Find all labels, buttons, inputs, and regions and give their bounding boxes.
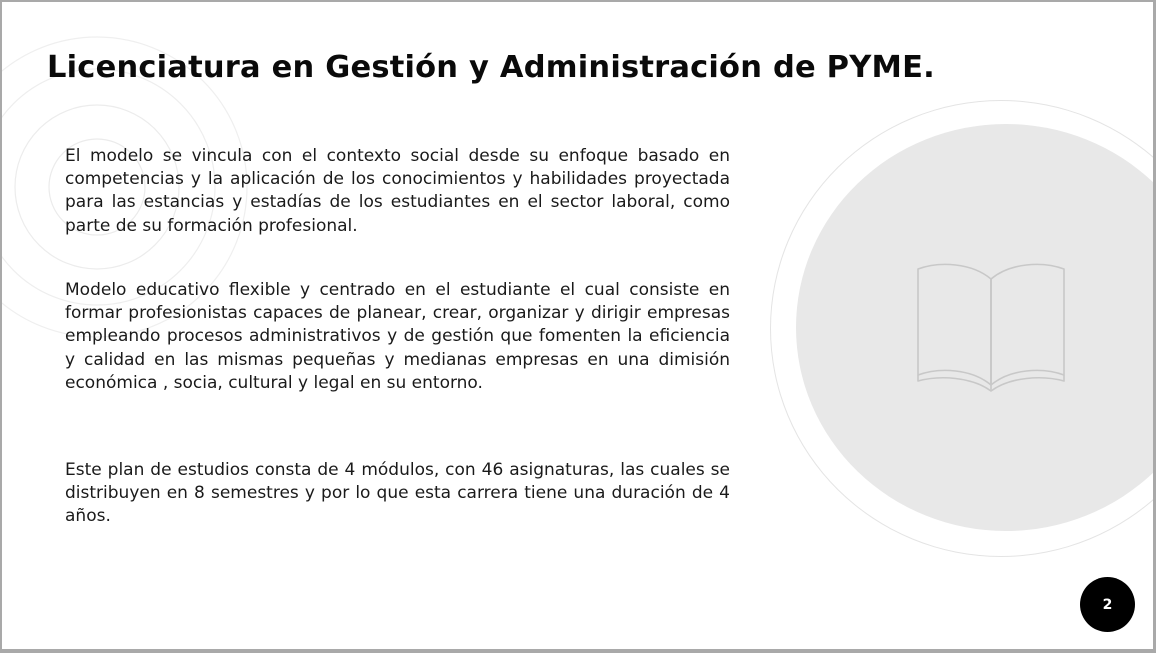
- slide-title: Licenciatura en Gestión y Administración de PYME.: [47, 50, 935, 85]
- paragraph-plan-estudios: Este plan de estudios consta de 4 módulos, con 46 asignaturas, las cuales se distribuyen en 8 semestres y por lo que esta carrera tiene una duración de 4 años.: [65, 460, 730, 527]
- page-number-badge: 2: [1080, 577, 1135, 632]
- paragraph-vinculacion: El modelo se vincula con el contexto social desde su enfoque basado en competencias y la aplicación de los conocimientos y habilidades proyectada para las estancias y estadías de los estudiantes en el sector laboral, como parte de su formación profesional.: [65, 146, 730, 236]
- slide: [2, 2, 1153, 649]
- paragraph-modelo-educativo: Modelo educativo flexible y centrado en el estudiante el cual consiste en formar profesionistas capaces de planear, crear, organizar y dirigir empresas empleando procesos administrativos y de gestión que fomenten la eficiencia y calidad en las mismas pequeñas y medianas empresas en una dimisión económica , socia, cultural y legal en su entorno.: [65, 280, 730, 393]
- open-book-icon: [910, 257, 1072, 397]
